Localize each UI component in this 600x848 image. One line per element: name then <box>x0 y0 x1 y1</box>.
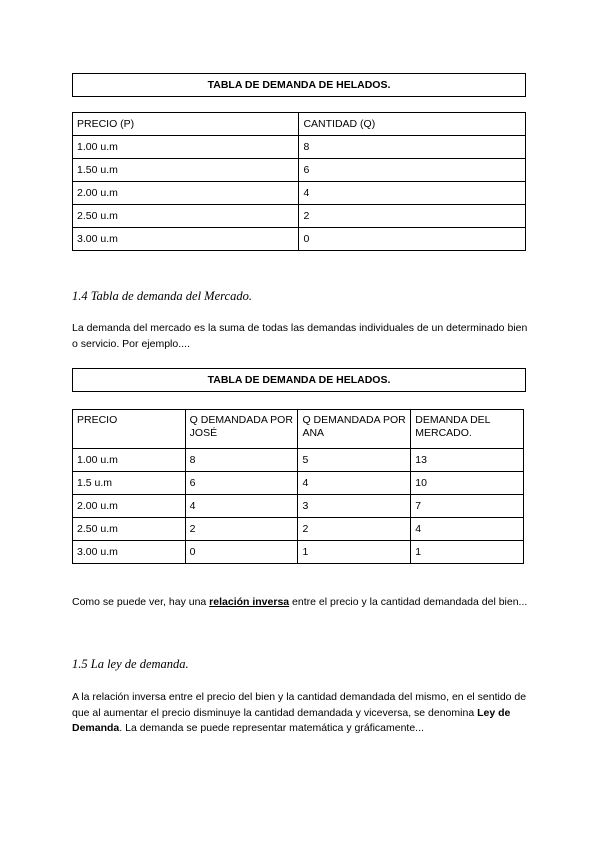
table-row <box>73 495 524 518</box>
header-cell: CANTIDAD (Q) <box>299 113 526 136</box>
table1-title: TABLA DE DEMANDA DE HELADOS. <box>72 73 526 97</box>
table-row <box>73 182 526 205</box>
jose-cell: 2 <box>185 518 298 541</box>
inverse-relation-paragraph <box>72 595 532 611</box>
ana-cell: 3 <box>298 495 411 518</box>
ana-cell: 4 <box>298 472 411 495</box>
inverse-text-after: entre el precio y la cantidad demandada del bien... <box>289 596 528 608</box>
jose-cell: 6 <box>185 472 298 495</box>
law-text-after: . La demanda se puede representar matemática y gráficamente... <box>119 722 424 734</box>
table-row <box>73 541 524 564</box>
market-demand-paragraph: La demanda del mercado es la suma de todas las demandas individuales de un determinado bien o servicio. Por ejemplo.... <box>72 322 528 350</box>
market-cell: 10 <box>411 472 524 495</box>
price-cell: 1.00 u.m <box>73 136 299 159</box>
table-header-row <box>73 113 526 136</box>
law-text-before: A la relación inversa entre el precio del bien y la cantidad demandada del mismo, en el sentido de que al aumentar el precio disminuye la cantidad demandada y viceversa, se denomina <box>72 691 527 719</box>
inverse-text-before: Como se puede ver, hay una <box>72 596 210 608</box>
ana-cell: 5 <box>298 449 411 472</box>
table-row <box>73 449 524 472</box>
table-header-row <box>73 410 524 449</box>
section-heading-1-4: 1.4 Tabla de demanda del Mercado. <box>72 289 252 303</box>
table-row <box>73 159 526 182</box>
price-cell: 2.00 u.m <box>73 182 299 205</box>
price-cell: 1.5 u.m <box>73 472 186 495</box>
law-of-demand-paragraph <box>72 690 532 737</box>
price-cell: 3.00 u.m <box>73 228 299 251</box>
demand-table-individual <box>72 112 526 251</box>
section-heading-1-5: 1.5 La ley de demanda. <box>72 657 189 671</box>
market-cell: 4 <box>411 518 524 541</box>
quantity-cell: 8 <box>299 136 526 159</box>
market-cell: 1 <box>411 541 524 564</box>
ana-cell: 1 <box>298 541 411 564</box>
quantity-cell: 0 <box>299 228 526 251</box>
jose-cell: 4 <box>185 495 298 518</box>
jose-cell: 0 <box>185 541 298 564</box>
inverse-relation-link[interactable]: relación inversa <box>209 596 290 608</box>
market-cell: 13 <box>411 449 524 472</box>
quantity-cell: 6 <box>299 159 526 182</box>
demand-table-market <box>72 409 524 564</box>
market-cell: 7 <box>411 495 524 518</box>
price-cell: 2.50 u.m <box>73 518 186 541</box>
table-row <box>73 205 526 228</box>
price-cell: 1.50 u.m <box>73 159 299 182</box>
header-cell: Q DEMANDADA POR JOSÉ <box>185 410 298 449</box>
header-cell: PRECIO <box>73 410 186 449</box>
table2-title: TABLA DE DEMANDA DE HELADOS. <box>72 368 526 392</box>
price-cell: 1.00 u.m <box>73 449 186 472</box>
price-cell: 2.00 u.m <box>73 495 186 518</box>
header-cell: PRECIO (P) <box>73 113 299 136</box>
ana-cell: 2 <box>298 518 411 541</box>
header-cell: Q DEMANDADA POR ANA <box>298 410 411 449</box>
quantity-cell: 2 <box>299 205 526 228</box>
price-cell: 2.50 u.m <box>73 205 299 228</box>
quantity-cell: 4 <box>299 182 526 205</box>
table-row <box>73 518 524 541</box>
header-cell: DEMANDA DEL MERCADO. <box>411 410 524 449</box>
table-row <box>73 136 526 159</box>
price-cell: 3.00 u.m <box>73 541 186 564</box>
table-row <box>73 228 526 251</box>
law-of-demand-term: Ley de Demanda <box>72 706 511 734</box>
table-row <box>73 472 524 495</box>
jose-cell: 8 <box>185 449 298 472</box>
